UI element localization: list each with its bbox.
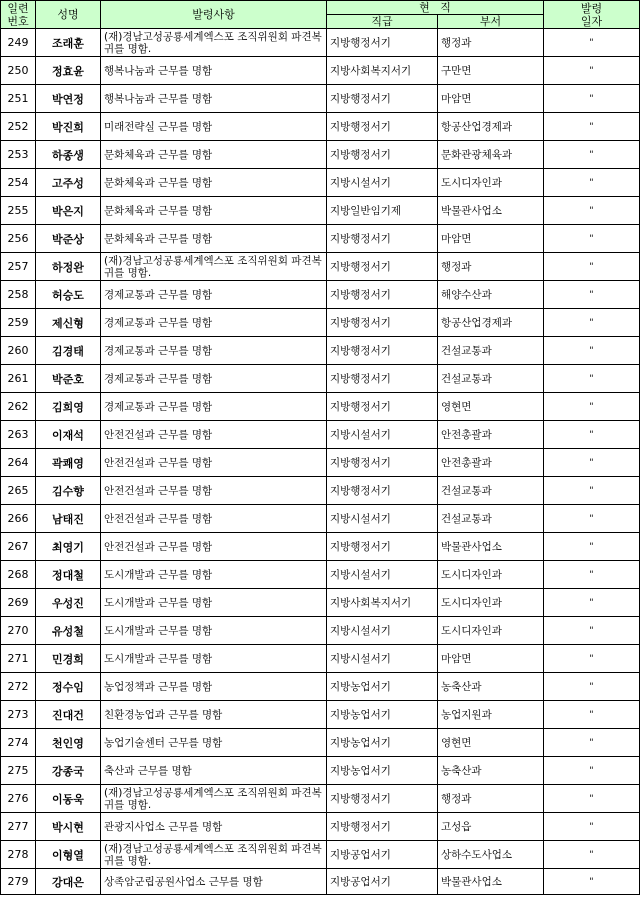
row-action: 행복나눔과 근무를 명함 bbox=[101, 57, 327, 85]
row-action: 경제교통과 근무를 명함 bbox=[101, 337, 327, 365]
table-row bbox=[1, 785, 640, 813]
table-row bbox=[1, 729, 640, 757]
row-date: " bbox=[544, 113, 640, 141]
row-action: 상족암군립공원사업소 근무를 명함 bbox=[101, 869, 327, 895]
row-grade: 지방행정서기 bbox=[327, 29, 438, 57]
row-date: " bbox=[544, 337, 640, 365]
row-date: " bbox=[544, 589, 640, 617]
row-grade: 지방공업서기 bbox=[327, 869, 438, 895]
row-number: 257 bbox=[1, 253, 36, 281]
row-number: 269 bbox=[1, 589, 36, 617]
row-number: 252 bbox=[1, 113, 36, 141]
row-name: 민경희 bbox=[36, 645, 101, 673]
row-action: 행복나눔과 근무를 명함 bbox=[101, 85, 327, 113]
row-action: 도시개발과 근무를 명함 bbox=[101, 561, 327, 589]
row-name: 조래훈 bbox=[36, 29, 101, 57]
row-name: 이동욱 bbox=[36, 785, 101, 813]
row-dept: 건설교통과 bbox=[438, 337, 544, 365]
row-name: 천인영 bbox=[36, 729, 101, 757]
table-row bbox=[1, 113, 640, 141]
row-action: 경제교통과 근무를 명함 bbox=[101, 393, 327, 421]
row-dept: 도시디자인과 bbox=[438, 617, 544, 645]
row-name: 박연정 bbox=[36, 85, 101, 113]
row-grade: 지방시설서기 bbox=[327, 617, 438, 645]
row-date: " bbox=[544, 561, 640, 589]
row-dept: 항공산업경제과 bbox=[438, 113, 544, 141]
row-grade: 지방공업서기 bbox=[327, 841, 438, 869]
row-name: 하정완 bbox=[36, 253, 101, 281]
row-action: 농업정책과 근무를 명함 bbox=[101, 673, 327, 701]
row-date: " bbox=[544, 673, 640, 701]
table-row bbox=[1, 141, 640, 169]
table-row bbox=[1, 701, 640, 729]
row-action: 안전건설과 근무를 명함 bbox=[101, 449, 327, 477]
table-row bbox=[1, 533, 640, 561]
table-row bbox=[1, 169, 640, 197]
table-row bbox=[1, 197, 640, 225]
row-date: " bbox=[544, 421, 640, 449]
table-row bbox=[1, 85, 640, 113]
table-row bbox=[1, 673, 640, 701]
row-grade: 지방행정서기 bbox=[327, 253, 438, 281]
row-action: 도시개발과 근무를 명함 bbox=[101, 617, 327, 645]
row-dept: 농축산과 bbox=[438, 757, 544, 785]
row-dept: 안전총괄과 bbox=[438, 421, 544, 449]
row-name: 고주성 bbox=[36, 169, 101, 197]
table-row bbox=[1, 561, 640, 589]
row-number: 258 bbox=[1, 281, 36, 309]
row-grade: 지방농업서기 bbox=[327, 673, 438, 701]
row-grade: 지방농업서기 bbox=[327, 729, 438, 757]
table-row bbox=[1, 365, 640, 393]
row-grade: 지방시설서기 bbox=[327, 561, 438, 589]
table-row bbox=[1, 869, 640, 895]
row-grade: 지방행정서기 bbox=[327, 309, 438, 337]
row-action: 도시개발과 근무를 명함 bbox=[101, 645, 327, 673]
row-dept: 문화관광체육과 bbox=[438, 141, 544, 169]
row-number: 277 bbox=[1, 813, 36, 841]
row-dept: 도시디자인과 bbox=[438, 589, 544, 617]
row-grade: 지방시설서기 bbox=[327, 645, 438, 673]
row-name: 정대철 bbox=[36, 561, 101, 589]
row-dept: 해양수산과 bbox=[438, 281, 544, 309]
row-grade: 지방행정서기 bbox=[327, 225, 438, 253]
table-body bbox=[1, 29, 640, 895]
row-name: 김수향 bbox=[36, 477, 101, 505]
row-number: 278 bbox=[1, 841, 36, 869]
row-dept: 건설교통과 bbox=[438, 365, 544, 393]
row-grade: 지방시설서기 bbox=[327, 421, 438, 449]
row-action: 농업기술센터 근무를 명함 bbox=[101, 729, 327, 757]
table-row bbox=[1, 645, 640, 673]
row-number: 256 bbox=[1, 225, 36, 253]
row-name: 김경태 bbox=[36, 337, 101, 365]
row-date: " bbox=[544, 225, 640, 253]
row-action: 안전건설과 근무를 명함 bbox=[101, 477, 327, 505]
row-grade: 지방행정서기 bbox=[327, 365, 438, 393]
row-date: " bbox=[544, 841, 640, 869]
row-number: 261 bbox=[1, 365, 36, 393]
table-row bbox=[1, 393, 640, 421]
row-dept: 마암면 bbox=[438, 225, 544, 253]
row-grade: 지방행정서기 bbox=[327, 477, 438, 505]
row-date: " bbox=[544, 505, 640, 533]
header-serial: 일련 번호 bbox=[1, 1, 36, 29]
row-date: " bbox=[544, 85, 640, 113]
row-name: 박은지 bbox=[36, 197, 101, 225]
row-dept: 상하수도사업소 bbox=[438, 841, 544, 869]
row-dept: 마암면 bbox=[438, 85, 544, 113]
row-dept: 도시디자인과 bbox=[438, 561, 544, 589]
row-date: " bbox=[544, 729, 640, 757]
table-row bbox=[1, 281, 640, 309]
row-dept: 행정과 bbox=[438, 253, 544, 281]
row-action: 관광지사업소 근무를 명함 bbox=[101, 813, 327, 841]
row-date: " bbox=[544, 393, 640, 421]
row-number: 249 bbox=[1, 29, 36, 57]
table-row bbox=[1, 225, 640, 253]
table-row bbox=[1, 589, 640, 617]
row-name: 김희영 bbox=[36, 393, 101, 421]
table-row bbox=[1, 617, 640, 645]
row-number: 267 bbox=[1, 533, 36, 561]
row-action: 경제교통과 근무를 명함 bbox=[101, 365, 327, 393]
header-current: 현 직 bbox=[327, 1, 544, 15]
row-dept: 영현면 bbox=[438, 393, 544, 421]
row-date: " bbox=[544, 869, 640, 895]
row-dept: 영현면 bbox=[438, 729, 544, 757]
row-number: 255 bbox=[1, 197, 36, 225]
row-grade: 지방행정서기 bbox=[327, 85, 438, 113]
row-name: 남태진 bbox=[36, 505, 101, 533]
row-name: 이재석 bbox=[36, 421, 101, 449]
row-number: 275 bbox=[1, 757, 36, 785]
row-grade: 지방행정서기 bbox=[327, 337, 438, 365]
row-dept: 박물관사업소 bbox=[438, 197, 544, 225]
row-grade: 지방행정서기 bbox=[327, 281, 438, 309]
row-action: 문화체육과 근무를 명함 bbox=[101, 169, 327, 197]
row-number: 259 bbox=[1, 309, 36, 337]
table-row bbox=[1, 57, 640, 85]
row-dept: 박물관사업소 bbox=[438, 533, 544, 561]
row-date: " bbox=[544, 281, 640, 309]
row-number: 271 bbox=[1, 645, 36, 673]
row-number: 276 bbox=[1, 785, 36, 813]
row-action: (재)경남고성공룡세계엑스포 조직위원회 파견복귀를 명함. bbox=[101, 841, 327, 869]
row-action: 미래전략실 근무를 명함 bbox=[101, 113, 327, 141]
row-date: " bbox=[544, 477, 640, 505]
row-dept: 고성읍 bbox=[438, 813, 544, 841]
row-number: 251 bbox=[1, 85, 36, 113]
table-row bbox=[1, 813, 640, 841]
row-name: 강대은 bbox=[36, 869, 101, 895]
table-row bbox=[1, 449, 640, 477]
table-row bbox=[1, 477, 640, 505]
row-date: " bbox=[544, 141, 640, 169]
row-number: 263 bbox=[1, 421, 36, 449]
row-name: 진대건 bbox=[36, 701, 101, 729]
header-date: 발령 일자 bbox=[544, 1, 640, 29]
row-number: 268 bbox=[1, 561, 36, 589]
row-name: 제신형 bbox=[36, 309, 101, 337]
row-dept: 도시디자인과 bbox=[438, 169, 544, 197]
row-name: 우성진 bbox=[36, 589, 101, 617]
row-date: " bbox=[544, 197, 640, 225]
row-action: 문화체육과 근무를 명함 bbox=[101, 141, 327, 169]
row-grade: 지방행정서기 bbox=[327, 393, 438, 421]
row-name: 유성철 bbox=[36, 617, 101, 645]
row-dept: 박물관사업소 bbox=[438, 869, 544, 895]
row-name: 곽쾌영 bbox=[36, 449, 101, 477]
row-grade: 지방행정서기 bbox=[327, 113, 438, 141]
row-name: 강종국 bbox=[36, 757, 101, 785]
row-grade: 지방일반임기제 bbox=[327, 197, 438, 225]
row-grade: 지방행정서기 bbox=[327, 141, 438, 169]
row-action: 안전건설과 근무를 명함 bbox=[101, 421, 327, 449]
row-number: 260 bbox=[1, 337, 36, 365]
row-name: 박진희 bbox=[36, 113, 101, 141]
row-grade: 지방행정서기 bbox=[327, 449, 438, 477]
row-name: 정수임 bbox=[36, 673, 101, 701]
row-grade: 지방농업서기 bbox=[327, 757, 438, 785]
row-grade: 지방시설서기 bbox=[327, 505, 438, 533]
row-grade: 지방행정서기 bbox=[327, 785, 438, 813]
row-name: 이형열 bbox=[36, 841, 101, 869]
row-grade: 지방시설서기 bbox=[327, 169, 438, 197]
row-date: " bbox=[544, 617, 640, 645]
row-name: 최영기 bbox=[36, 533, 101, 561]
row-grade: 지방사회복지서기 bbox=[327, 589, 438, 617]
row-dept: 항공산업경제과 bbox=[438, 309, 544, 337]
row-dept: 마암면 bbox=[438, 645, 544, 673]
header-dept: 부서 bbox=[438, 15, 544, 29]
row-number: 279 bbox=[1, 869, 36, 895]
table-row bbox=[1, 29, 640, 57]
row-dept: 건설교통과 bbox=[438, 477, 544, 505]
row-dept: 행정과 bbox=[438, 785, 544, 813]
header-action: 발령사항 bbox=[101, 1, 327, 29]
row-name: 허승도 bbox=[36, 281, 101, 309]
row-action: (재)경남고성공룡세계엑스포 조직위원회 파견복귀를 명함. bbox=[101, 253, 327, 281]
row-number: 254 bbox=[1, 169, 36, 197]
row-number: 264 bbox=[1, 449, 36, 477]
row-name: 박준상 bbox=[36, 225, 101, 253]
table-row bbox=[1, 505, 640, 533]
header-grade: 직급 bbox=[327, 15, 438, 29]
row-number: 274 bbox=[1, 729, 36, 757]
row-date: " bbox=[544, 701, 640, 729]
row-name: 박준호 bbox=[36, 365, 101, 393]
table-row bbox=[1, 841, 640, 869]
table-row bbox=[1, 309, 640, 337]
row-action: 친환경농업과 근무를 명함 bbox=[101, 701, 327, 729]
row-date: " bbox=[544, 757, 640, 785]
row-date: " bbox=[544, 365, 640, 393]
row-date: " bbox=[544, 813, 640, 841]
row-number: 262 bbox=[1, 393, 36, 421]
row-number: 272 bbox=[1, 673, 36, 701]
table-row bbox=[1, 253, 640, 281]
row-name: 하종생 bbox=[36, 141, 101, 169]
row-date: " bbox=[544, 57, 640, 85]
row-date: " bbox=[544, 645, 640, 673]
row-date: " bbox=[544, 29, 640, 57]
row-grade: 지방행정서기 bbox=[327, 533, 438, 561]
row-date: " bbox=[544, 309, 640, 337]
row-grade: 지방행정서기 bbox=[327, 813, 438, 841]
row-date: " bbox=[544, 169, 640, 197]
row-number: 250 bbox=[1, 57, 36, 85]
row-action: 안전건설과 근무를 명함 bbox=[101, 533, 327, 561]
row-action: 축산과 근무를 명함 bbox=[101, 757, 327, 785]
row-action: 도시개발과 근무를 명함 bbox=[101, 589, 327, 617]
row-number: 253 bbox=[1, 141, 36, 169]
header-name: 성명 bbox=[36, 1, 101, 29]
row-dept: 행정과 bbox=[438, 29, 544, 57]
row-action: 경제교통과 근무를 명함 bbox=[101, 309, 327, 337]
row-grade: 지방사회복지서기 bbox=[327, 57, 438, 85]
row-dept: 구만면 bbox=[438, 57, 544, 85]
table-row bbox=[1, 421, 640, 449]
table-row bbox=[1, 757, 640, 785]
row-date: " bbox=[544, 449, 640, 477]
table-row bbox=[1, 337, 640, 365]
row-date: " bbox=[544, 785, 640, 813]
row-dept: 안전총괄과 bbox=[438, 449, 544, 477]
row-grade: 지방농업서기 bbox=[327, 701, 438, 729]
row-dept: 농업지원과 bbox=[438, 701, 544, 729]
row-action: 문화체육과 근무를 명함 bbox=[101, 225, 327, 253]
row-action: 경제교통과 근무를 명함 bbox=[101, 281, 327, 309]
row-date: " bbox=[544, 253, 640, 281]
row-dept: 농축산과 bbox=[438, 673, 544, 701]
row-number: 270 bbox=[1, 617, 36, 645]
row-name: 정효윤 bbox=[36, 57, 101, 85]
row-dept: 건설교통과 bbox=[438, 505, 544, 533]
row-number: 266 bbox=[1, 505, 36, 533]
row-action: 안전건설과 근무를 명함 bbox=[101, 505, 327, 533]
row-date: " bbox=[544, 533, 640, 561]
row-action: (재)경남고성공룡세계엑스포 조직위원회 파견복귀를 명함. bbox=[101, 785, 327, 813]
row-action: 문화체육과 근무를 명함 bbox=[101, 197, 327, 225]
row-number: 265 bbox=[1, 477, 36, 505]
row-action: (재)경남고성공룡세계엑스포 조직위원회 파견복귀를 명함. bbox=[101, 29, 327, 57]
row-name: 박시현 bbox=[36, 813, 101, 841]
row-number: 273 bbox=[1, 701, 36, 729]
